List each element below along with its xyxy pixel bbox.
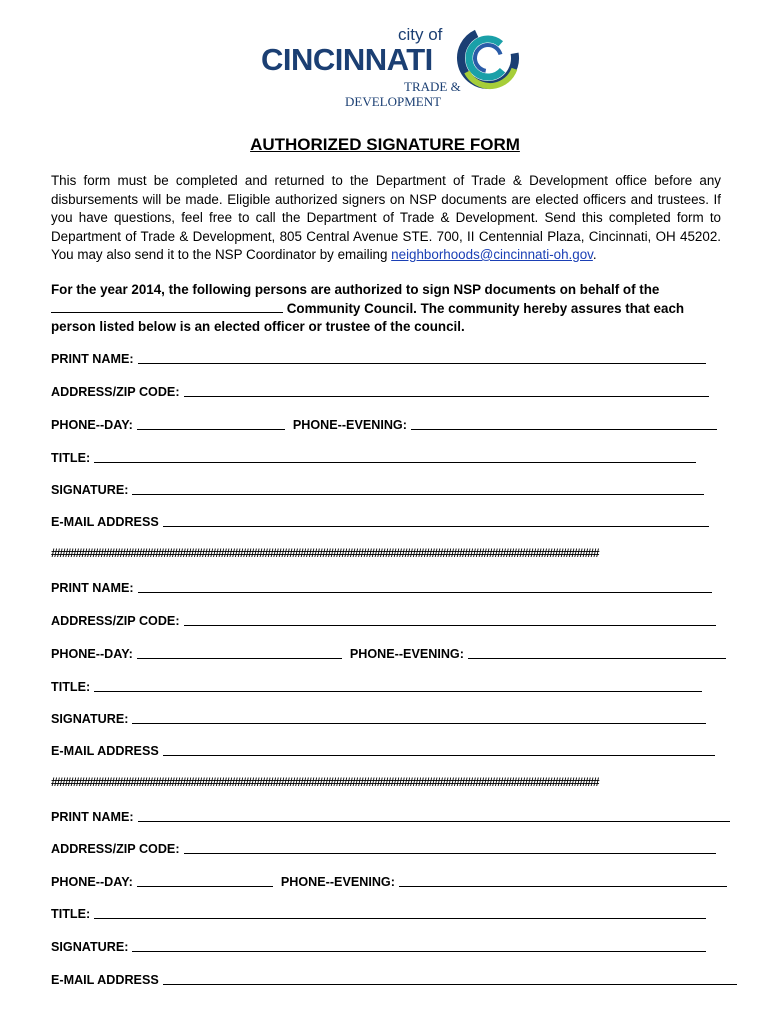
address-line[interactable] <box>184 613 716 626</box>
signature-label: SIGNATURE: <box>51 940 129 954</box>
phone-day-label: PHONE--DAY: <box>51 647 133 661</box>
email-label: E-MAIL ADDRESS <box>51 744 159 758</box>
address-line[interactable] <box>184 384 709 397</box>
email-link[interactable]: neighborhoods@cincinnati-oh.gov <box>391 247 593 262</box>
title-field-3[interactable] <box>51 903 706 921</box>
print-name-label: PRINT NAME: <box>51 810 134 824</box>
address-field-2[interactable] <box>51 610 716 628</box>
address-label: ADDRESS/ZIP CODE: <box>51 614 180 628</box>
email-label: E-MAIL ADDRESS <box>51 515 159 529</box>
intro-end: . <box>592 247 597 262</box>
intro-paragraph <box>51 172 721 265</box>
title-label: TITLE: <box>51 680 91 694</box>
phone-day-line[interactable] <box>137 874 273 887</box>
address-label: ADDRESS/ZIP CODE: <box>51 842 180 856</box>
signature-line[interactable] <box>132 711 706 724</box>
signature-field-1[interactable] <box>51 479 704 497</box>
address-field-3[interactable] <box>51 838 716 856</box>
logo-c-swirl-icon <box>454 22 524 92</box>
logo-cincinnati: CINCINNATI <box>261 42 433 77</box>
separator-1: #################################################################################################### <box>51 546 599 560</box>
title-label: TITLE: <box>51 907 91 921</box>
print-name-field-1[interactable] <box>51 348 706 366</box>
title-field-1[interactable] <box>51 447 696 465</box>
print-name-label: PRINT NAME: <box>51 352 134 366</box>
logo-city-of: city of <box>398 25 443 44</box>
print-name-field-2[interactable] <box>51 577 712 595</box>
logo-development: DEVELOPMENT <box>345 94 442 109</box>
title-line[interactable] <box>94 450 696 463</box>
signature-label: SIGNATURE: <box>51 712 129 726</box>
authorization-statement <box>51 281 721 337</box>
title-label: TITLE: <box>51 451 91 465</box>
title-line[interactable] <box>94 906 706 919</box>
email-field-2[interactable] <box>51 740 715 758</box>
form-title: AUTHORIZED SIGNATURE FORM <box>250 135 520 154</box>
phone-day-line[interactable] <box>137 646 342 659</box>
signature-line[interactable] <box>132 939 706 952</box>
signature-field-3[interactable] <box>51 936 706 954</box>
print-name-line[interactable] <box>138 580 712 593</box>
print-name-line[interactable] <box>138 809 730 822</box>
statement-line2: Community Council. The community hereby assures that each person listed below is an elected officer or trustee of the council. <box>51 300 685 334</box>
address-field-1[interactable] <box>51 381 709 399</box>
phone-evening-label: PHONE--EVENING: <box>349 647 464 661</box>
phone-row-2 <box>51 643 726 661</box>
email-label: E-MAIL ADDRESS <box>51 973 159 987</box>
phone-row-1 <box>51 414 717 432</box>
phone-row-3 <box>51 871 727 889</box>
phone-day-label: PHONE--DAY: <box>51 418 133 432</box>
city-logo <box>258 20 528 112</box>
email-line[interactable] <box>163 972 737 985</box>
phone-evening-label: PHONE--EVENING: <box>292 418 407 432</box>
address-label: ADDRESS/ZIP CODE: <box>51 385 180 399</box>
title-line[interactable] <box>94 679 702 692</box>
signature-label: SIGNATURE: <box>51 483 129 497</box>
community-council-name-field[interactable] <box>51 300 283 313</box>
separator-2: #################################################################################################### <box>51 775 599 789</box>
intro-text: This form must be completed and returned to the Department of Trade & Development office before any disbursements will be made. Eligible authorized signers on NSP documents are elected officers and trustees. If you have questions, feel free to call the Department of Trade & Development. Send this completed form to Department of Trade & Development, 805 Central Avenue STE. 700, II Centennial Plaza, Cincinnati, OH 45202. You may also send it to the NSP Coordinator by emailing <box>51 173 721 262</box>
email-line[interactable] <box>163 743 715 756</box>
print-name-line[interactable] <box>138 351 706 364</box>
phone-evening-label: PHONE--EVENING: <box>280 875 395 889</box>
phone-evening-line[interactable] <box>411 417 717 430</box>
phone-day-label: PHONE--DAY: <box>51 875 133 889</box>
email-field-3[interactable] <box>51 969 737 987</box>
print-name-label: PRINT NAME: <box>51 581 134 595</box>
phone-evening-line[interactable] <box>468 646 726 659</box>
signature-line[interactable] <box>132 482 704 495</box>
print-name-field-3[interactable] <box>51 806 730 824</box>
phone-day-line[interactable] <box>137 417 285 430</box>
title-field-2[interactable] <box>51 676 702 694</box>
statement-line1: For the year 2014, the following persons are authorized to sign NSP documents on behalf of the <box>51 282 660 297</box>
address-line[interactable] <box>184 841 716 854</box>
email-field-1[interactable] <box>51 511 709 529</box>
signature-field-2[interactable] <box>51 708 706 726</box>
phone-evening-line[interactable] <box>399 874 727 887</box>
logo-trade: TRADE & <box>404 79 461 94</box>
email-line[interactable] <box>163 514 709 527</box>
